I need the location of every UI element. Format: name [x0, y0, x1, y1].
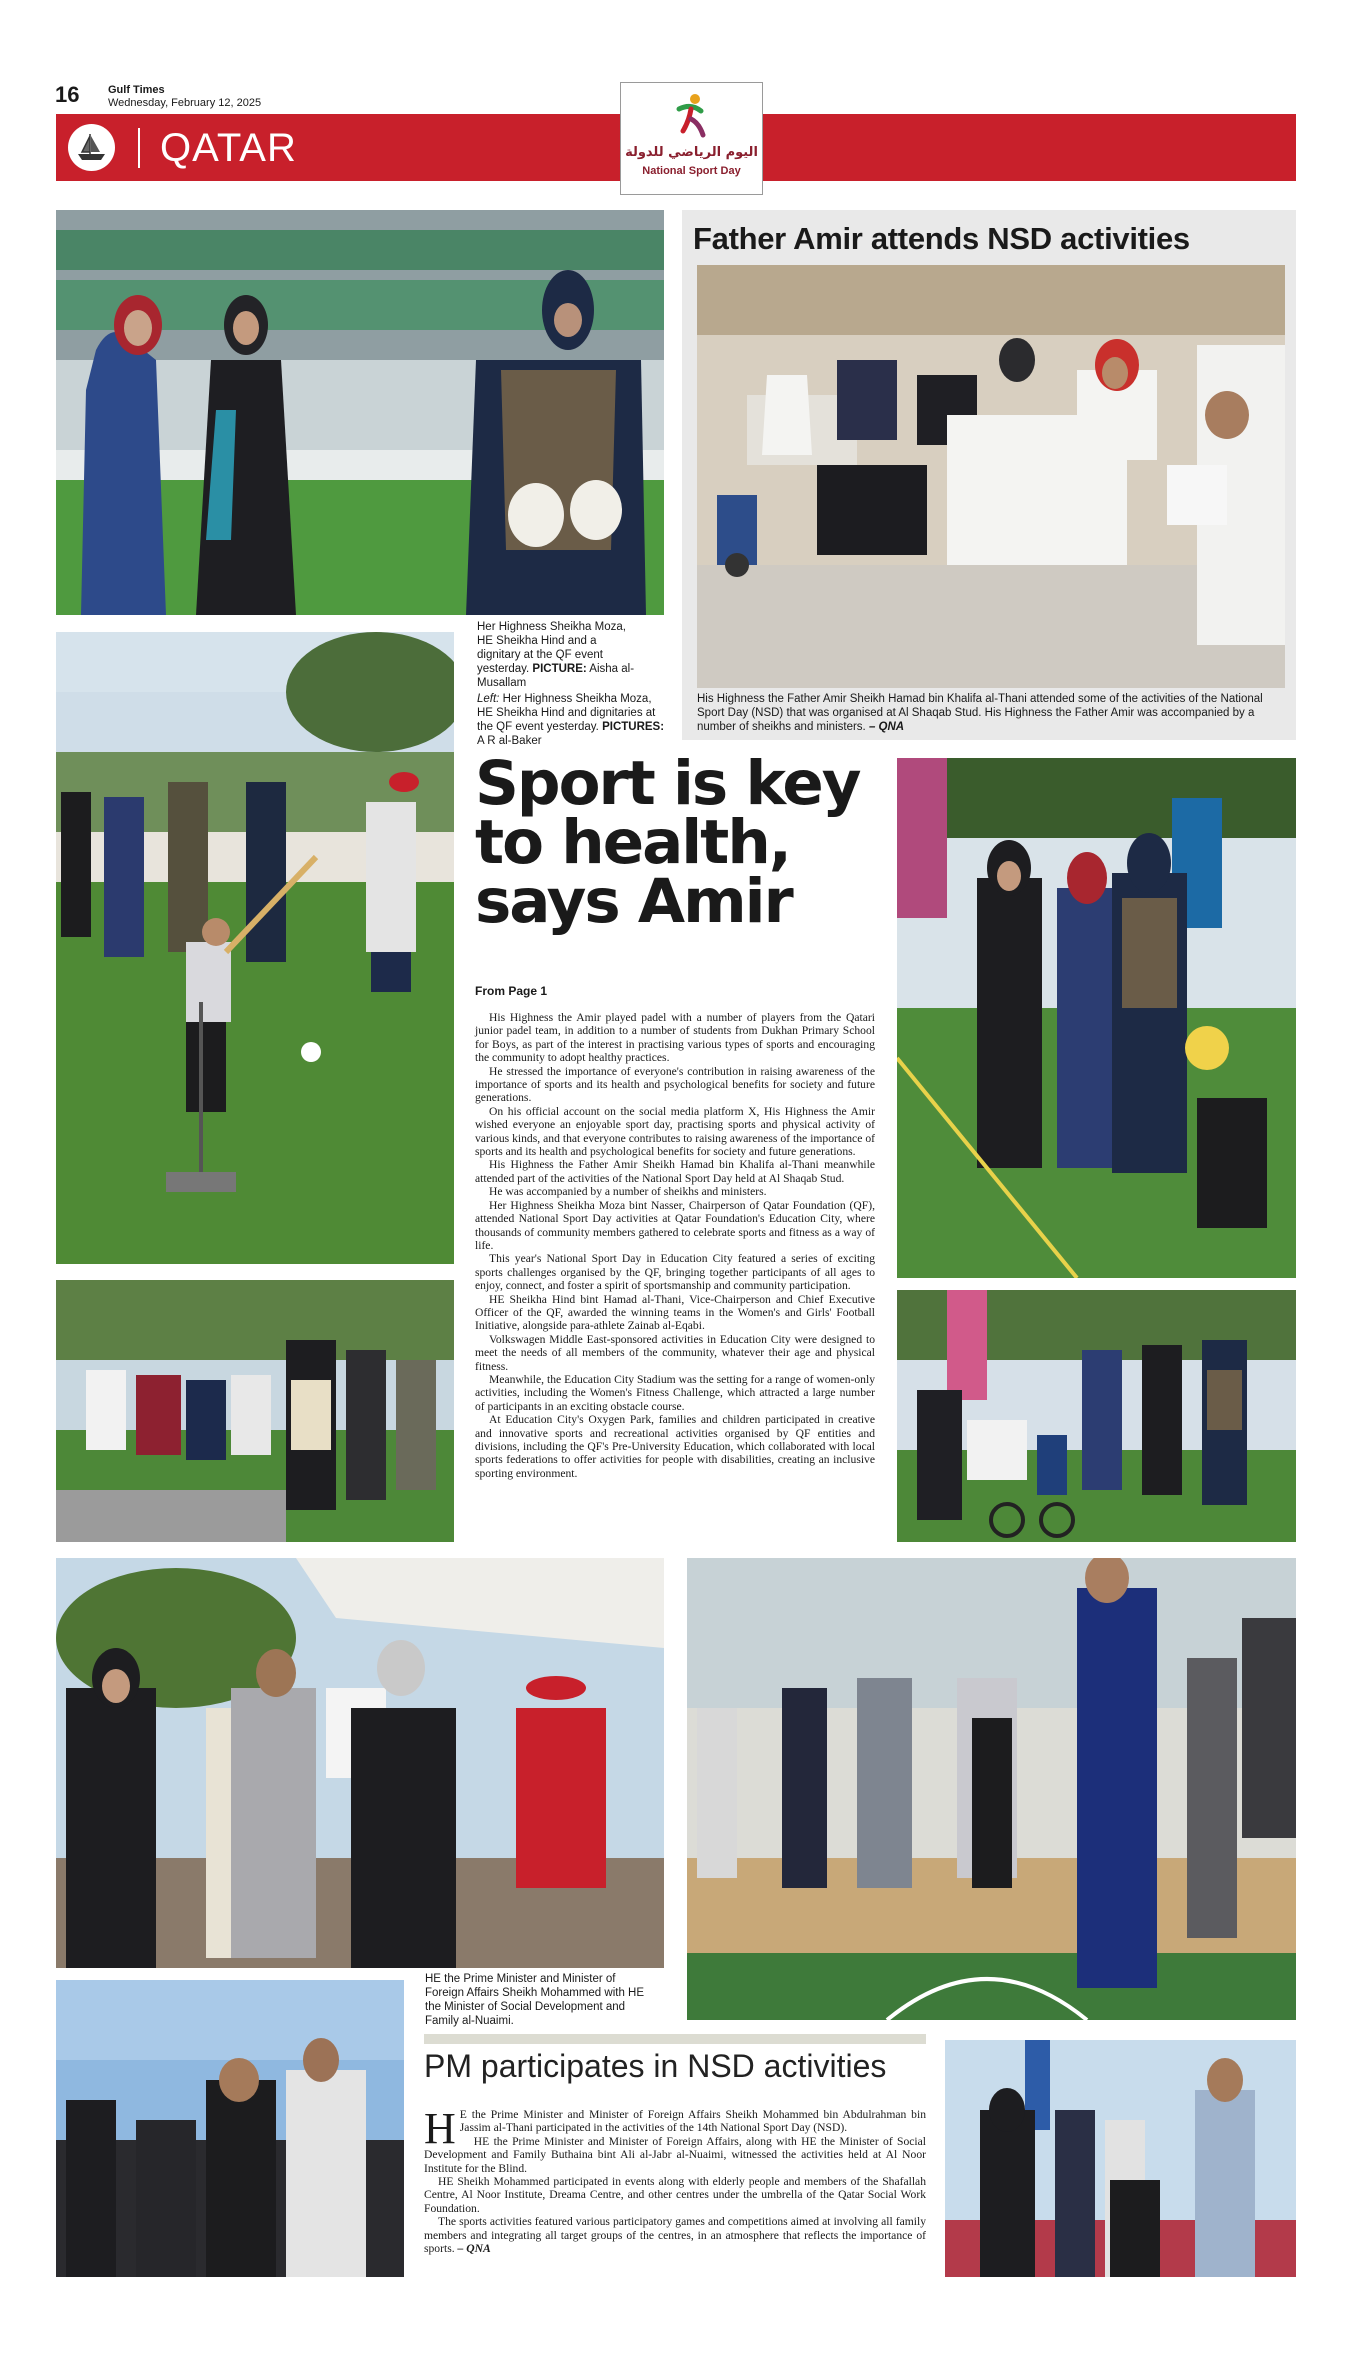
- photo-father-amir-hall: [697, 265, 1285, 688]
- section-title: QATAR: [160, 126, 297, 170]
- main-story-body: [475, 1011, 875, 1480]
- pm-first-paragraph: E the Prime Minister and Minister of Foreign Affairs Sheikh Mohammed bin Abdulrahman bin Jassim al-Thani participated in the activities of the 14th National Sport Day (NSD).: [459, 2108, 926, 2135]
- from-page-label: From Page 1: [475, 984, 548, 998]
- page-number: 16: [55, 82, 80, 107]
- runner-logo-icon: [669, 93, 715, 139]
- pm-paragraph: HE the Prime Minister and Minister of Foreign Affairs, along with HE the Minister of Social Development and Family Buthaina bint Ali al-Jabr al-Nuaimi, witnessed the activities held at Al Noor Institute for the Blind.: [424, 2134, 926, 2175]
- publication-date: Wednesday, February 12, 2025: [108, 97, 262, 109]
- photo-audience: [56, 1280, 454, 1542]
- photo-pm-outdoor: [56, 1980, 404, 2277]
- main-paragraph: His Highness the Amir played padel with a number of players from the Qatari junior padel team, in addition to a number of students from Dukhan Primary School for Boys, as part of the interest in practising various types of sports and encouraging the community to adopt healthy practices.: [475, 1011, 875, 1065]
- left-caption-label: Left:: [477, 693, 500, 705]
- photo-pm-group: [945, 2040, 1296, 2277]
- badge-arabic-text: اليوم الرياضي للدولة: [625, 145, 758, 160]
- moza-top-caption-text: Her Highness Sheikha Moza, HE Sheikha Hind and a dignitary at the QF event yesterday.: [477, 621, 626, 675]
- main-paragraph: He was accompanied by a number of sheikhs and ministers.: [489, 1185, 767, 1199]
- main-paragraph: Volkswagen Middle East-sponsored activities in Education City were designed to meet the needs of all members of the community, whatever their age and physical fitness.: [475, 1332, 875, 1373]
- publication-name: Gulf Times: [108, 84, 165, 96]
- pm-drop-cap: H: [424, 2104, 456, 2153]
- photo-pm-tent: [56, 1558, 664, 1968]
- moza-top-caption-credit: Aisha al-Musallam: [477, 663, 635, 689]
- pm-paragraph: HE Sheikh Mohammed participated in events along with elderly people and members of the Shafallah Centre, Al Noor Institute, Dreama Centre, and other centres under the umbrella of the Qatar Social Work Foundation.: [424, 2175, 926, 2215]
- main-paragraph: Her Highness Sheikha Moza bint Nasser, Chairperson of Qatar Foundation (QF), attended National Sport Day activities at Qatar Foundation's Education City, where thousands of community members gathered to celebrate sports and fitness as a way of life.: [475, 1198, 875, 1252]
- pm-photo-caption: HE the Prime Minister and Minister of Foreign Affairs Sheikh Mohammed with HE the Minister of Social Development and Family al-Nuaimi.: [425, 1973, 645, 2027]
- pm-paragraph: The sports activities featured various participatory games and competitions aimed at involving all family members and integrating all target groups of the centres, in an atmosphere that reflects the importance of sports.: [424, 2215, 926, 2256]
- section-divider: [138, 128, 140, 168]
- photo-pm-court: [687, 1558, 1296, 2020]
- left-caption-credit-label: PICTURES:: [602, 721, 665, 733]
- main-paragraph: On his official account on the social media platform X, His Highness the Amir wished everyone an enjoyable sport day, practising sports and physical activity of various kinds, and that everyone contributes to raising awareness of the importance of sports and its health and psychological benefits for society and future generations.: [475, 1104, 875, 1159]
- father-amir-caption: [697, 692, 1287, 734]
- national-sport-day-badge: [620, 82, 763, 195]
- badge-english-text: National Sport Day: [642, 165, 741, 177]
- main-paragraph: This year's National Sport Day in Education City featured a series of exciting sports challenges organised by the QF, bringing together participants of all ages to enjoy, connect, and foster a spirit of sportsmanship and community participation.: [475, 1252, 875, 1293]
- photo-baseball: [56, 632, 454, 1264]
- father-amir-caption-text: His Highness the Father Amir Sheikh Hamad bin Khalifa al-Thani attended some of the activities of the National Sport Day (NSD) that was organised at Al Shaqab Stud. His Highness the Father Amir was accompanied by a number of sheikhs and ministers.: [697, 693, 1263, 733]
- pm-story-credit: – QNA: [457, 2242, 491, 2256]
- main-paragraph: His Highness the Father Amir Sheikh Hamad bin Khalifa al-Thani meanwhile attended part of the activities of the National Sport Day held at Al Shaqab Stud.: [475, 1158, 875, 1185]
- pm-headline: PM participates in NSD activities: [424, 2048, 887, 2084]
- left-caption: [477, 692, 667, 748]
- photo-moza-ball: [897, 758, 1296, 1278]
- left-caption-text: Her Highness Sheikha Moza, HE Sheikha Hind and dignitaries at the QF event yesterday.: [477, 693, 656, 733]
- main-paragraph: He stressed the importance of everyone's contribution in raising awareness of the importance of sports and its health and psychological benefits for society and future generations.: [475, 1064, 875, 1105]
- main-paragraph: HE Sheikha Hind bint Hamad al-Thani, Vice-Chairperson and Chief Executive Officer of the QF, awarded the winning teams in the Women's and Girls' Football Initiative, alongside para-athlete Zainab al-Eqabi.: [475, 1292, 875, 1333]
- left-caption-credit: A R al-Baker: [477, 735, 542, 747]
- moza-top-caption-label: PICTURE:: [532, 663, 587, 675]
- main-paragraph: Meanwhile, the Education City Stadium was the setting for a range of women-only activities, including the Women's Fitness Challenge, which attracted a large number of participants in an exciting obstacle course.: [475, 1372, 875, 1413]
- moza-top-caption: [477, 620, 637, 690]
- pm-headline-rule: [424, 2034, 926, 2044]
- dhow-logo-icon: [68, 124, 115, 171]
- photo-bicycle: [897, 1290, 1296, 1542]
- main-headline: Sport is key to health, says Amir: [475, 748, 860, 937]
- pm-story-body: [424, 2104, 926, 2256]
- father-amir-headline: Father Amir attends NSD activities: [693, 221, 1190, 256]
- father-amir-caption-credit: – QNA: [868, 721, 905, 733]
- photo-moza-stadium: [56, 210, 664, 615]
- main-paragraph: At Education City's Oxygen Park, families and children participated in creative and innovative sports and recreational activities organised by QF entities and divisions, including the QF's Pre-University Education, which collaborated with local sports federations to offer activities for people with disabilities, creating an inclusive sporting environment.: [475, 1413, 875, 1480]
